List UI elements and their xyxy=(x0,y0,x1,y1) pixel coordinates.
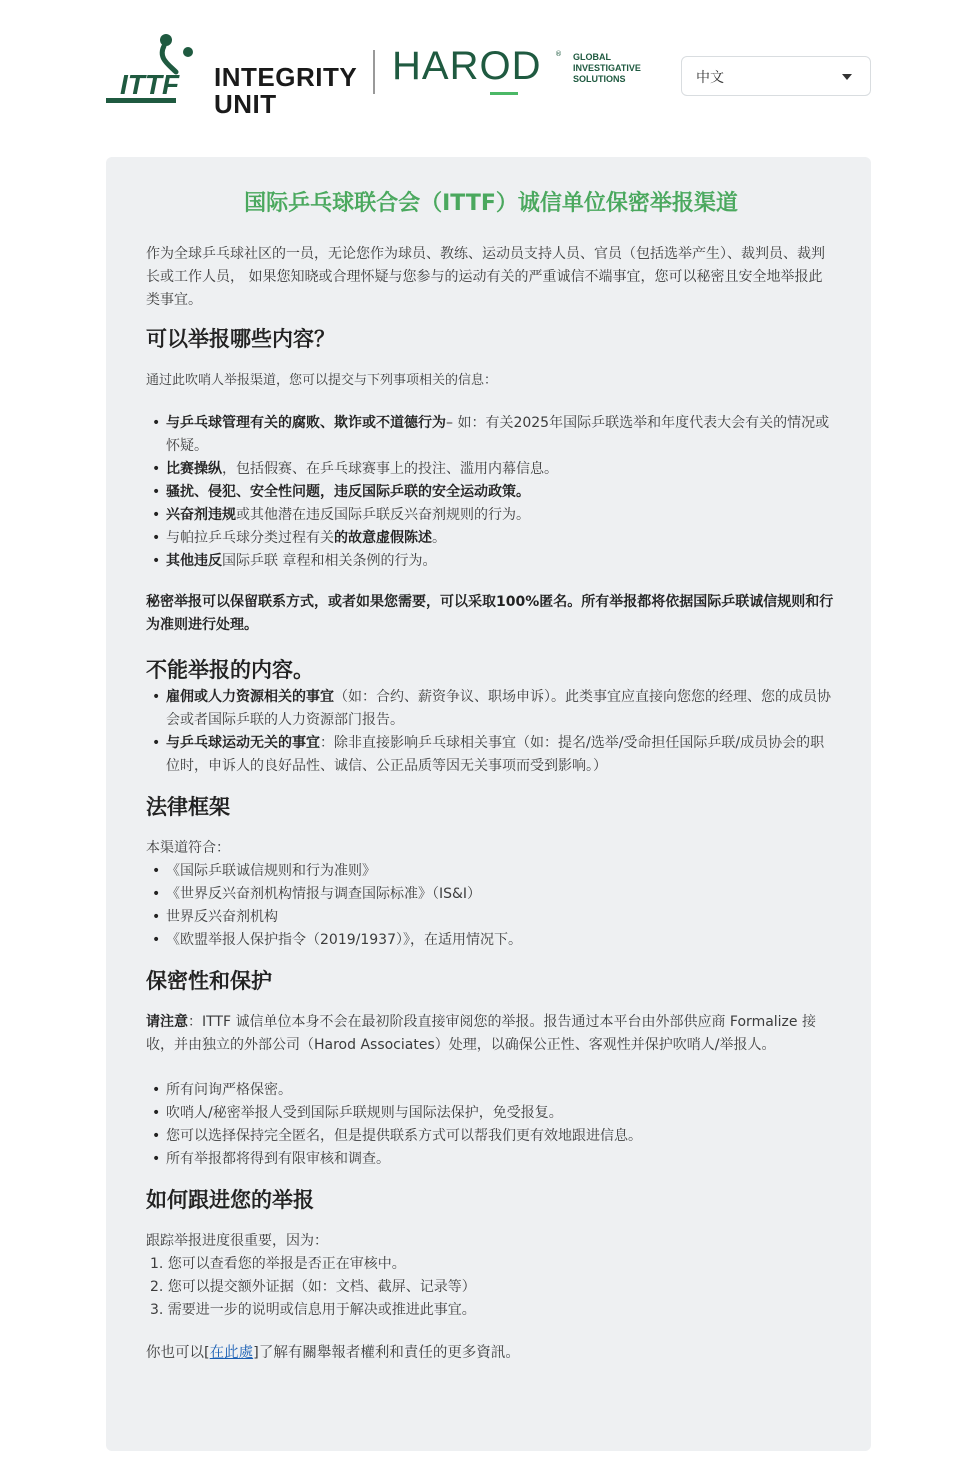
can-report-list xyxy=(146,412,836,573)
anonymity-note: 秘密举报可以保留联系方式，或者如果您需要，可以采取100%匿名。所有举报都将依据国际乒联诚信规则和行为准则进行处理。 xyxy=(146,594,834,633)
svg-text:ITTF: ITTF xyxy=(120,69,180,100)
section-heading-cannot-report: 不能举报的内容。 xyxy=(146,658,314,682)
list-item: • 比赛操纵，包括假赛、在乒乓球赛事上的投注、滥用内幕信息。 xyxy=(146,458,836,481)
language-selected-value: 中文 xyxy=(696,70,724,86)
intro-paragraph: 作为全球乒乓球社区的一员，无论您作为球员、教练、运动员支持人员、官员（包括选举产生）、裁判员、裁判长或工作人员， 如果您知晓或合理怀疑与您参与的运动有关的严重诚信不端事宜，您可以秘密且安全地举报此类事宜。 xyxy=(146,246,825,308)
can-report-lead: 通过此吹哨人举报渠道，您可以提交与下列事项相关的信息： xyxy=(146,373,498,388)
footer-note: 你也可以[在此處]了解有關舉報者權利和責任的更多資訊。 xyxy=(146,1345,520,1361)
confidentiality-list xyxy=(146,1079,836,1171)
list-item: • 所有问询严格保密。 xyxy=(146,1079,836,1102)
list-item: • 其他违反国际乒联 章程和相关条例的行为。 xyxy=(146,550,836,573)
legal-list xyxy=(146,860,836,952)
list-item: • 与乒乓球运动无关的事宜：除非直接影响乒乓球相关事宜（如：提名/选举/受命担任国际乒联/成员协会的职位时，申诉人的良好品性、诚信、公正品质等因无关事项而受到影响。） xyxy=(146,732,836,778)
confidentiality-note: 请注意：ITTF 诚信单位本身不会在最初阶段直接审阅您的举报。报告通过本平台由外部供应商 Formalize 接收，并由独立的外部公司（Harod Associates）处理，以确保公正性、客观性并保护吹哨人/举报人。 xyxy=(146,1014,816,1053)
site-header xyxy=(0,0,974,140)
follow-up-list xyxy=(146,1253,836,1322)
list-item: • 《国际乒联诚信规则和行为准则》 xyxy=(146,860,836,883)
chevron-down-icon xyxy=(842,74,852,80)
main-content xyxy=(146,189,836,1365)
list-item: • 您可以选择保持完全匿名，但是提供联系方式可以帮我们更有效地跟进信息。 xyxy=(146,1125,836,1148)
list-item: • 《世界反兴奋剂机构情报与调查国际标准》（IS&I） xyxy=(146,883,836,906)
language-select[interactable] xyxy=(681,56,871,96)
harod-accent-bar xyxy=(490,92,518,95)
list-item: • 吹哨人/秘密举报人受到国际乒联规则与国际法保护，免受报复。 xyxy=(146,1102,836,1125)
list-item: • 与乒乓球管理有关的腐败、欺诈或不道德行为– 如：有关2025年国际乒联选举和年度代表大会有关的情况或怀疑。 xyxy=(146,412,836,458)
section-heading-can-report: 可以举报哪些内容？ xyxy=(146,327,335,351)
cannot-report-list xyxy=(146,686,836,778)
list-item: • 《欧盟举报人保护指令（2019/1937）》，在适用情况下。 xyxy=(146,929,836,952)
list-item: • 骚扰、侵犯、安全性问题，违反国际乒联的安全运动政策。 xyxy=(146,481,836,504)
ittf-logo xyxy=(106,28,202,112)
list-item: • 所有举报都将得到有限审核和调查。 xyxy=(146,1148,836,1171)
harod-tagline: GLOBAL INVESTIGATIVE SOLUTIONS xyxy=(573,52,641,84)
learn-more-link[interactable]: 在此處 xyxy=(209,1345,254,1361)
harod-registered-mark: ® xyxy=(555,50,562,58)
list-item: 1. 您可以查看您的举报是否正在审核中。 xyxy=(150,1256,406,1272)
harod-wordmark: HAROD xyxy=(392,44,542,88)
section-heading-legal: 法律框架 xyxy=(146,795,230,819)
section-heading-confidentiality: 保密性和保护 xyxy=(146,969,272,993)
list-item: 3. 需要进一步的说明或信息用于解决或推进此事宜。 xyxy=(150,1302,476,1318)
legal-lead: 本渠道符合： xyxy=(146,840,230,856)
list-item: • 世界反兴奋剂机构 xyxy=(146,906,836,929)
list-item: • 与帕拉乒乓球分类过程有关的故意虚假陈述。 xyxy=(146,527,836,550)
integrity-unit-wordmark: INTEGRITY UNIT xyxy=(214,62,358,119)
list-item: • 兴奋剂违规或其他潜在违反国际乒联反兴奋剂规则的行为。 xyxy=(146,504,836,527)
list-item: • 雇佣或人力资源相关的事宜（如：合约、薪资争议、职场申诉）。此类事宜应直接向您您的经理、您的成员协会或者国际乒联的人力资源部门报告。 xyxy=(146,686,836,732)
section-heading-follow-up: 如何跟进您的举报 xyxy=(146,1188,314,1212)
main-card xyxy=(106,157,871,1451)
page-title: 国际乒乓球联合会（ITTF）诚信单位保密举报渠道 xyxy=(244,191,738,216)
follow-up-lead: 跟踪举报进度很重要，因为： xyxy=(146,1233,328,1249)
list-item: 2. 您可以提交额外证据（如：文档、截屏、记录等） xyxy=(150,1279,476,1295)
logo-divider xyxy=(373,50,375,94)
